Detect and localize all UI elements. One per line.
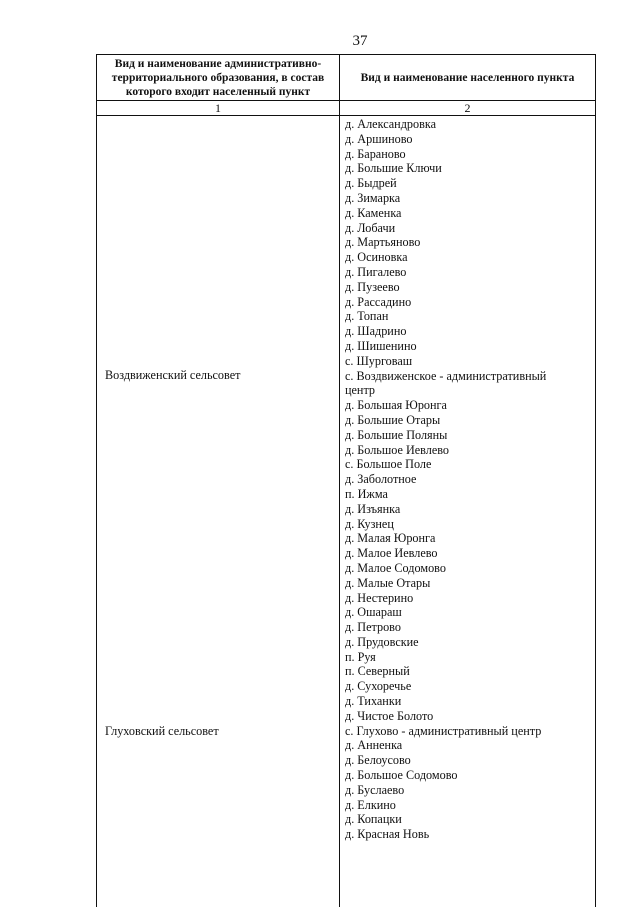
settlement-item: д. Александровка: [345, 117, 436, 131]
settlement-item: д. Малые Отары: [345, 575, 431, 590]
settlement-item: с. Глухово - административный центр: [345, 723, 542, 738]
column-number-1: 1: [215, 101, 221, 115]
settlement-item: д. Чистое Болото: [345, 708, 434, 723]
settlement-item: д. Большие Отары: [345, 412, 441, 427]
page-number: 37: [352, 33, 368, 49]
settlement-item: д. Большие Поляны: [345, 427, 448, 442]
settlement-item: д. Каменка: [345, 205, 402, 220]
header-col2: Вид и наименование населенного пункта: [360, 71, 575, 84]
settlement-item: д. Красная Новь: [345, 827, 430, 842]
settlement-item: д. Кузнец: [345, 516, 394, 531]
settlement-item: д. Быдрей: [345, 176, 397, 191]
header-col1: Вид и наименование административно-территориального образования, в состав которого входит населенный пункт: [111, 57, 325, 98]
settlement-item: д. Малое Содомово: [345, 560, 446, 575]
settlement-item: д. Пигалево: [345, 264, 407, 279]
settlement-item: д. Изъянка: [345, 501, 401, 516]
settlement-item: с. Большое Поле: [345, 457, 432, 472]
column-number-2: 2: [464, 101, 471, 115]
settlement-item: д. Пузеево: [345, 279, 400, 294]
settlement-item: д. Анненка: [345, 738, 403, 753]
settlement-item: д. Большое Иевлево: [345, 442, 450, 457]
settlements-table: [96, 54, 596, 907]
settlement-item: д. Большая Юронга: [345, 398, 447, 413]
settlement-item: д. Осиновка: [345, 250, 408, 265]
settlement-item: д. Сухоречье: [345, 679, 412, 694]
settlement-item: с. Шурговаш: [345, 353, 413, 368]
settlement-item: с. Воздвиженское - административный: [345, 368, 547, 383]
settlement-item: д. Рассадино: [345, 294, 412, 309]
settlement-item: д. Большое Содомово: [345, 768, 458, 783]
settlement-item: д. Тиханки: [345, 694, 402, 709]
settlement-item: д. Топан: [345, 309, 389, 324]
settlement-item: д. Мартьяново: [345, 235, 421, 250]
settlement-item: д. Малая Юронга: [345, 531, 436, 546]
district-vozdvizhensky: Воздвиженский сельсовет: [105, 368, 241, 382]
settlement-item: д. Шишенино: [345, 338, 417, 353]
settlement-list: [345, 117, 593, 842]
settlement-item: д. Елкино: [345, 797, 396, 812]
settlement-item: центр: [345, 383, 376, 398]
settlement-item: д. Бараново: [345, 146, 406, 161]
settlement-item: д. Зимарка: [345, 190, 401, 205]
settlement-item: п. Северный: [345, 664, 410, 679]
settlement-item: д. Белоусово: [345, 753, 411, 768]
settlement-item: д. Заболотное: [345, 472, 417, 487]
settlement-item: п. Руя: [345, 649, 376, 664]
settlement-item: д. Лобачи: [345, 220, 396, 235]
settlement-item: д. Нестерино: [345, 590, 414, 605]
settlement-item: д. Прудовские: [345, 634, 419, 649]
settlement-item: д. Буслаево: [345, 782, 405, 797]
settlement-item: д. Малое Иевлево: [345, 546, 438, 561]
settlement-item: д. Большие Ключи: [345, 161, 442, 176]
settlement-item: д. Петрово: [345, 620, 401, 635]
column-divider: [339, 55, 340, 907]
settlement-item: п. Ижма: [345, 486, 388, 501]
settlement-item: д. Копацки: [345, 812, 402, 827]
settlement-item: д. Аршиново: [345, 131, 413, 146]
district-glukhovsky: Глуховский сельсовет: [105, 724, 219, 738]
settlement-item: д. Шадрино: [345, 324, 407, 339]
column-number-divider: [97, 115, 595, 116]
settlement-item: д. Ошараш: [345, 605, 402, 620]
